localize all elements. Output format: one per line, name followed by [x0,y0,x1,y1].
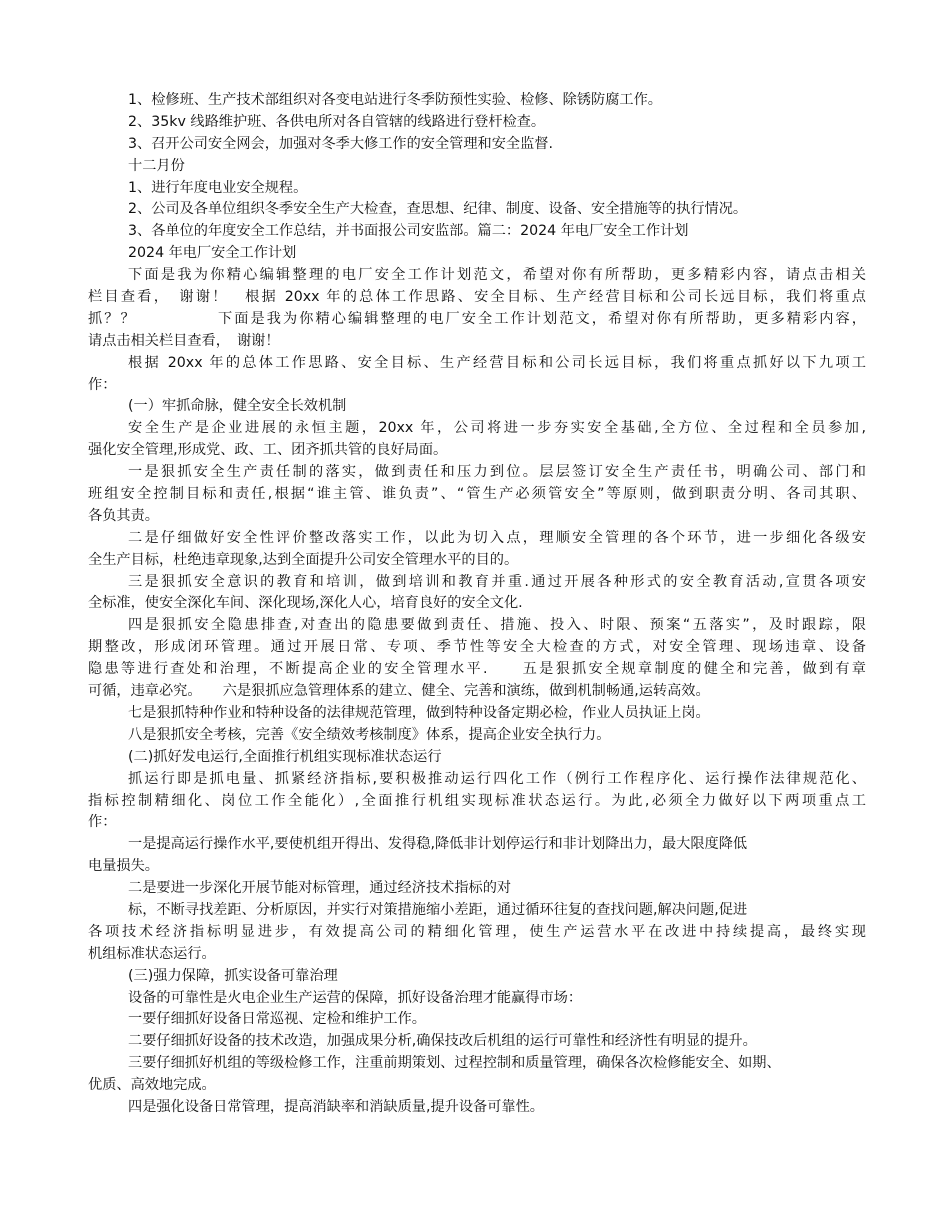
text-line: 可循，违章必究。 六是狠抓应急管理体系的建立、健全、完善和演练，做到机制畅通,运转高效。 [88,683,710,700]
text-line: 十二月份 [128,157,185,174]
text-line: 四是强化设备日常管理，提高消缺率和消缺质量,提升设备可靠性。 [128,1098,544,1115]
text-line: 3、各单位的年度安全工作总结，并书面报公司安监部。篇二：2024 年电厂安全工作计划 [128,223,689,240]
text-line: 三是狠抓安全意识的教育和培训，做到培训和教育并重.通过开展各种形式的安全教育活动,宣贯各项安 [128,573,866,590]
text-line: 安全生产是企业进展的永恒主题，20xx 年，公司将进一步夯实安全基础,全方位、全过程和全员参加, [128,420,866,437]
text-line: 各项技术经济指标明显进步，有效提高公司的精细化管理，使生产运营水平在改进中持续提高，最终实现 [88,923,866,940]
text-line: 期整改，形成闭环管理。通过开展日常、专项、季节性等安全大检查的方式，对安全管理、现场违章、设备 [88,639,866,656]
text-line: 八是狠抓安全考核，完善《安全绩效考核制度》体系，提高企业安全执行力。 [128,726,611,743]
text-line: 隐患等进行查处和治理，不断提高企业的安全管理水平. 五是狠抓安全规章制度的健全和完善，做到有章 [88,661,866,678]
text-line: 指标控制精细化、岗位工作全能化）,全面推行机组实现标准状态运行。为此,必须全力做好以下两项重点工 [88,792,866,809]
text-line: 机组标准状态运行。 [88,945,216,962]
text-line: 抓？？ 下面是我为你精心编辑整理的电厂安全工作计划范文，希望对你有所帮助，更多精彩内容， [88,310,866,327]
text-line: 1、进行年度电业安全规程。 [128,179,308,196]
text-line: 全生产目标，杜绝违章现象,达到全面提升公司安全管理水平的目的。 [88,551,519,568]
text-line: 2、公司及各单位组织冬季安全生产大检查，查思想、纪律、制度、设备、安全措施等的执行情况。 [128,201,748,218]
text-line: 优质、高效地完成。 [88,1077,216,1094]
text-line: (一）牢抓命脉，健全安全长效机制 [128,398,347,415]
document-body [88,90,866,1119]
text-line: 七是狠抓特种作业和特种设备的法律规范管理，做到特种设备定期必检，作业人员执证上岗。 [128,704,710,721]
text-line: 作： [88,814,117,831]
text-line: 二是仔细做好安全性评价整改落实工作，以此为切入点，理顺安全管理的各个环节，进一步细化各级安 [128,529,866,546]
text-line: 请点击相关栏目查看， 谢谢！ [88,332,280,349]
text-line: 二是要进一步深化开展节能对标管理，通过经济技术指标的对 [128,880,512,897]
text-line: 一是狠抓安全生产责任制的落实，做到责任和压力到位。层层签订安全生产责任书，明确公司、部门和 [128,464,866,481]
text-line: 下面是我为你精心编辑整理的电厂安全工作计划范文，希望对你有所帮助，更多精彩内容，请点击相关 [128,267,866,284]
text-line: 标，不断寻找差距、分析原因，并实行对策措施缩小差距，通过循环往复的查找问题,解决问题,促进 [128,901,748,918]
text-line: (二)抓好发电运行,全面推行机组实现标准状态运行 [128,748,442,765]
text-line: 强化安全管理,形成党、政、工、团齐抓共管的良好局面。 [88,442,448,459]
text-line: 2、35kv 线路维护班、各供电所对各自管辖的线路进行登杆检查。 [128,113,546,130]
text-line: 栏目查看， 谢谢！ 根据 20xx 年的总体工作思路、安全目标、生产经营目标和公司长远目标，我们将重点 [88,289,866,306]
text-line: 抓运行即是抓电量、抓紧经济指标,要积极推动运行四化工作（例行工作程序化、运行操作法律规范化、 [128,770,866,787]
text-line: 电量损失。 [88,858,159,875]
text-line: 一要仔细抓好设备日常巡视、定检和维护工作。 [128,1011,426,1028]
text-line: 三要仔细抓好机组的等级检修工作，注重前期策划、过程控制和质量管理，确保各次检修能安全、如期、 [128,1055,781,1072]
text-line: 班组安全控制目标和责任,根据“谁主管、谁负责”、“管生产必须管安全”等原则，做到职责分明、各司其职、 [88,486,866,503]
text-line: 2024 年电厂安全工作计划 [128,245,297,262]
text-line: 3、召开公司安全网会，加强对冬季大修工作的安全管理和安全监督. [128,135,553,152]
text-line: 各负其责。 [88,507,159,524]
text-line: 四是狠抓安全隐患排查,对查出的隐患要做到责任、措施、投入、时限、预案“五落实”，及时跟踪，限 [128,617,866,634]
text-line: 作： [88,376,117,393]
text-line: 设备的可靠性是火电企业生产运营的保障，抓好设备治理才能赢得市场： [128,989,583,1006]
text-line: 全标准，使安全深化车间、深化现场,深化人心，培育良好的安全文化. [88,595,523,612]
text-line: 根据 20xx 年的总体工作思路、安全目标、生产经营目标和公司长远目标，我们将重点抓好以下九项工 [128,354,866,371]
text-line: 一是提高运行操作水平,要使机组开得出、发得稳,降低非计划停运行和非计划降出力，最大限度降低 [128,836,748,853]
text-line: 1、检修班、生产技术部组织对各变电站进行冬季防预性实验、检修、除锈防腐工作。 [128,92,662,108]
text-line: 二要仔细抓好设备的技术改造，加强成果分析,确保技改后机组的运行可靠性和经济性有明显的提升。 [128,1033,757,1050]
text-line: (三)强力保障，抓实设备可靠治理 [128,967,338,984]
